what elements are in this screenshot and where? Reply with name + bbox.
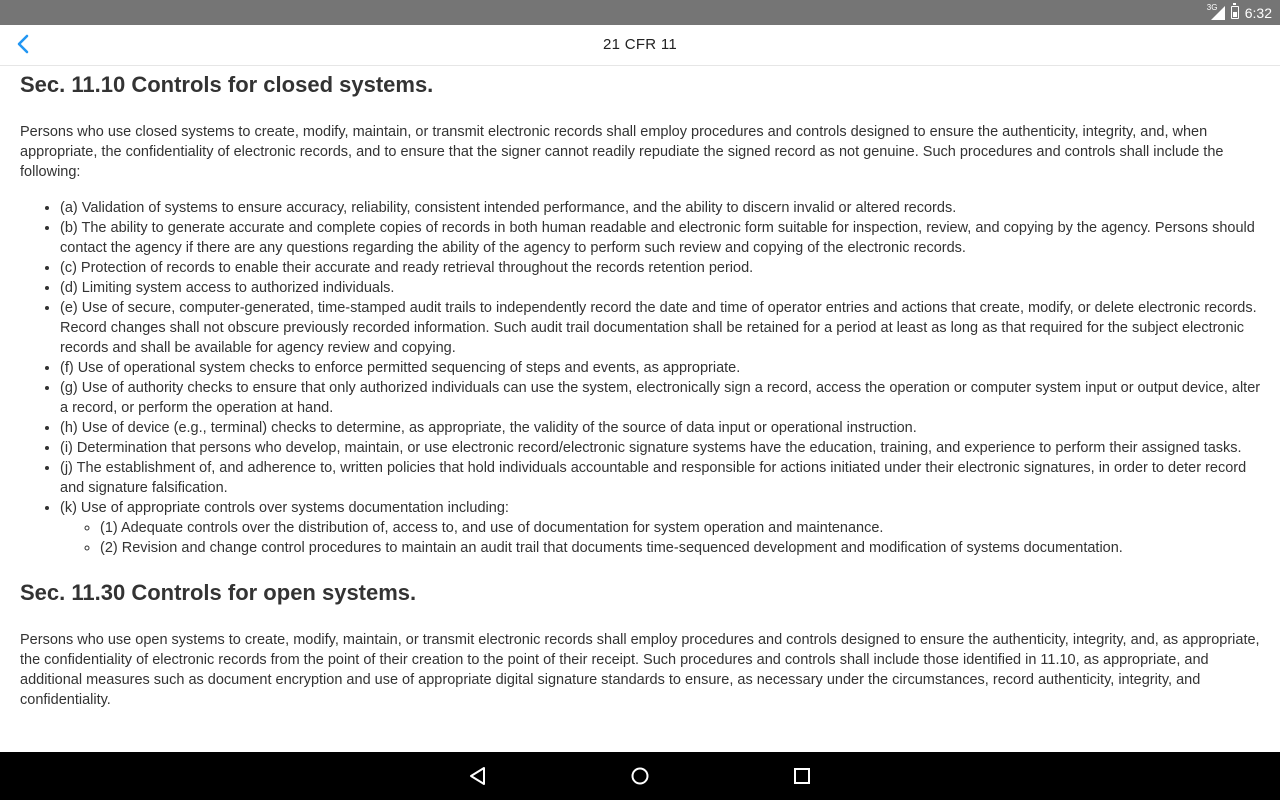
- sub-list: [60, 518, 1265, 558]
- list-item-text: (k) Use of appropriate controls over systems documentation including:: [60, 500, 509, 516]
- navigation-bar: [0, 752, 1280, 800]
- status-icons: [1206, 0, 1272, 25]
- network-type: 3G: [1206, 2, 1218, 12]
- list-item-k: [60, 498, 1265, 558]
- sub-list-item: ◦ (2) Revision and change control procedures to maintain an audit trail that documents time-sequenced development and modification of systems documentation.: [100, 538, 1265, 558]
- status-bar: [0, 0, 1280, 25]
- nav-recents-button[interactable]: [790, 764, 814, 788]
- list-item: • (b) The ability to generate accurate and complete copies of records in both human readable and electronic form suitable for inspection, review, and copying by the agency. Persons should contact the agency if there are any questions regarding the ability of the agency to perform such review and copying of the electronic records.: [60, 218, 1265, 258]
- list-item: • (d) Limiting system access to authorized individuals.: [60, 278, 1265, 298]
- square-recents-icon: [790, 764, 814, 788]
- nav-back-button[interactable]: [466, 764, 490, 788]
- section-heading: Sec. 11.10 Controls for closed systems.: [20, 72, 434, 97]
- list-item: • (g) Use of authority checks to ensure that only authorized individuals can use the system, electronically sign a record, access the operation or computer system input or output device, alter a record, or perform the operation at hand.: [60, 378, 1265, 418]
- status-time: 6:32: [1244, 4, 1272, 21]
- page-title: 21 CFR 11: [602, 36, 678, 53]
- nav-home-button[interactable]: [628, 764, 652, 788]
- list-item: • (c) Protection of records to enable their accurate and ready retrieval throughout the records retention period.: [60, 258, 1265, 278]
- list-item: • (i) Determination that persons who develop, maintain, or use electronic record/electronic signature systems have the education, training, and experience to perform their assigned tasks.: [60, 438, 1265, 458]
- list-item: • (a) Validation of systems to ensure accuracy, reliability, consistent intended performance, and the ability to discern invalid or altered records.: [60, 198, 1265, 218]
- list-item: • (h) Use of device (e.g., terminal) checks to determine, as appropriate, the validity of the source of data input or operational instruction.: [60, 418, 1265, 438]
- app-bar: [0, 25, 1280, 66]
- triangle-back-icon: [466, 764, 490, 788]
- sub-list-item: ◦ (1) Adequate controls over the distribution of, access to, and use of documentation for system operation and maintenance.: [100, 518, 1265, 538]
- list-item: • (f) Use of operational system checks to enforce permitted sequencing of steps and events, as appropriate.: [60, 358, 1265, 378]
- list-item: • (e) Use of secure, computer-generated, time-stamped audit trails to independently record the date and time of operator entries and actions that create, modify, or delete electronic records. Record changes shall not obscure previously recorded information. Such audit trail documentation shall be retained for a period at least as long as that required for the subject electronic records and shall be available for agency review and copying.: [60, 298, 1265, 358]
- list-item: • (j) The establishment of, and adherence to, written policies that hold individuals accountable and responsible for actions initiated under their electronic signatures, in order to deter record and signature falsification.: [60, 458, 1265, 498]
- section-heading: Sec. 11.30 Controls for open systems.: [20, 580, 417, 605]
- section-intro: Persons who use open systems to create, modify, maintain, or transmit electronic records shall employ procedures and controls designed to ensure the authenticity, integrity, and, as appropriate, the confidentiality of electronic records from the point of their creation to the point of their receipt. Such procedures and controls shall include those identified in 11.10, as appropriate, and additional measures such as document encryption and use of appropriate digital signature standards to ensure, as necessary under the circumstances, record authenticity, integrity, and confidentiality.: [20, 632, 1260, 708]
- section-intro: Persons who use closed systems to create, modify, maintain, or transmit electronic records shall employ procedures and controls designed to ensure the authenticity, integrity, and, when appropriate, the confidentiality of electronic records, and to ensure that the signer cannot readily repudiate the signed record as not genuine. Such procedures and controls shall include the following:: [20, 124, 1224, 180]
- cell-signal-icon: [1206, 2, 1225, 20]
- circle-home-icon: [628, 764, 652, 788]
- battery-icon: [1231, 6, 1239, 19]
- document-content[interactable]: [20, 66, 1265, 752]
- requirements-list: [20, 198, 1265, 558]
